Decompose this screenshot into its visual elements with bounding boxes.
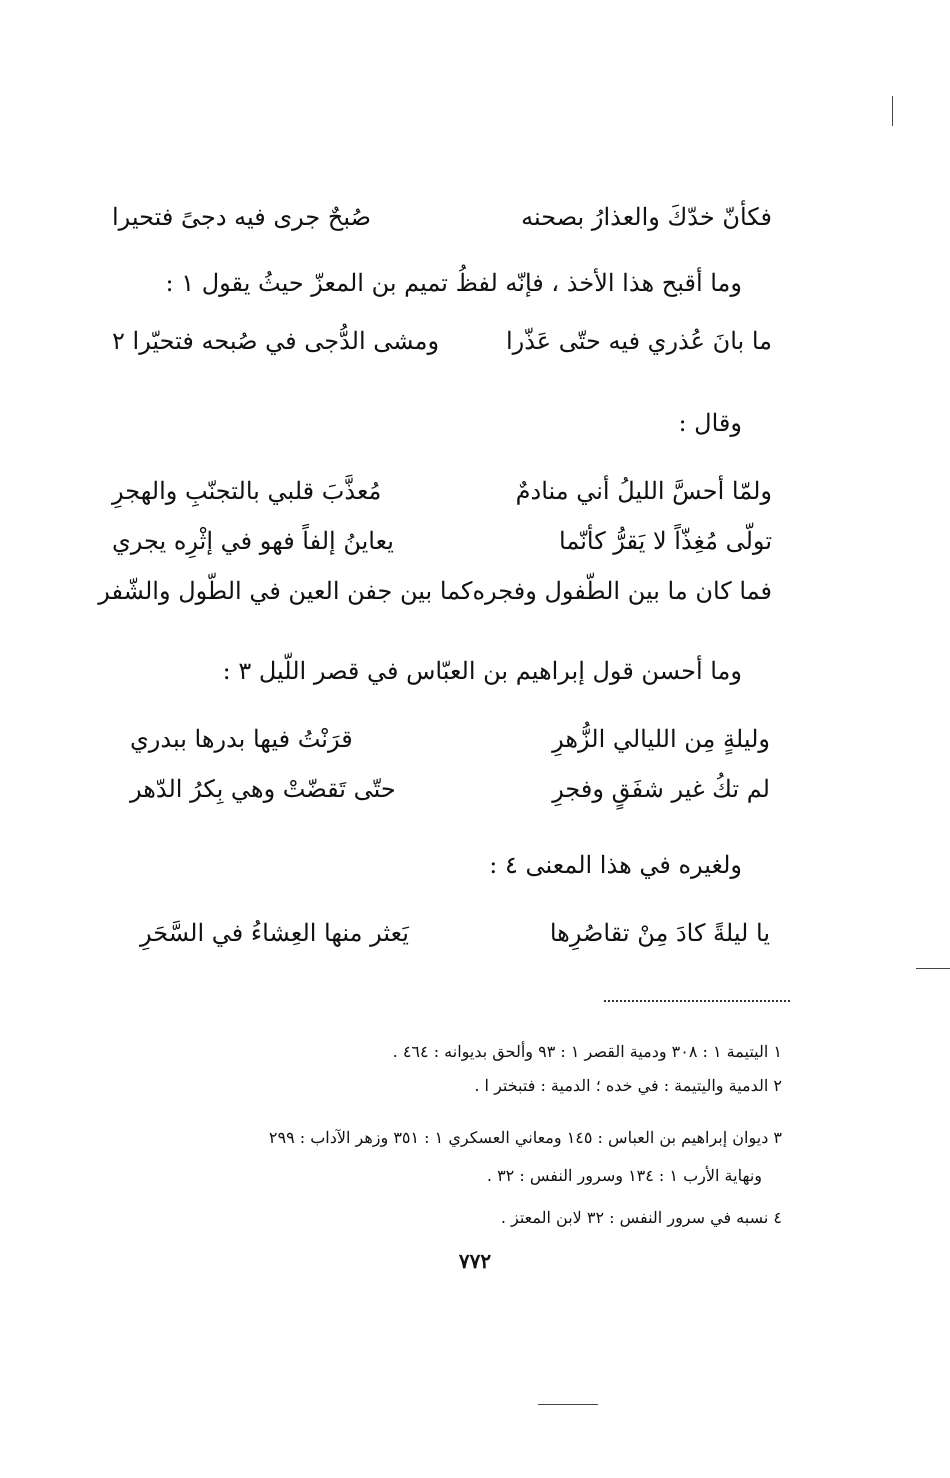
scan-mark [892,96,893,126]
hemistich-first: فكأنّ خدّكَ والعذارُ بصحنه [521,203,772,231]
verse-line [112,324,772,358]
hemistich-second: يعاينُ إلفاً فهو في إثْرِه يجري [112,527,394,555]
prose-line: وقال : [678,409,742,437]
verse-line [112,524,772,558]
scan-mark [538,1404,598,1405]
hemistich-second: حتّى تَقضّتْ وهي بِكرُ الدّهر [130,775,396,803]
hemistich-second: يَعثر منها العِشاءُ في السَّحَرِ [140,919,409,947]
verse-line [112,474,772,508]
hemistich-first: وليلةٍ مِن الليالي الزُّهرِ [552,725,770,753]
footnote: ٤ نسبه في سرور النفس : ٣٢ لابن المعتز . [500,1208,782,1227]
verse-line [140,916,770,950]
page-number: ٧٧٢ [458,1249,492,1273]
hemistich-second: قرَنْتُ فيها بدرها ببدري [130,725,353,753]
hemistich-first: يا ليلةً كادَ مِنْ تقاصُرِها [549,919,770,947]
footnote: ١ اليتيمة ١ : ٣٠٨ ودمية القصر ١ : ٩٣ وألحق بديوانه : ٤٦٤ . [392,1042,782,1061]
hemistich-first: تولّى مُغِذّاً لا يَقرُّ كأنّما [559,527,772,555]
hemistich-second: كما بين جفن العين في الطّول والشّفر [98,577,473,605]
hemistich-first: لم تكُ غير شفَقٍ وفجرِ [552,775,770,803]
footnote: ٣ ديوان إبراهيم بن العباس : ١٤٥ ومعاني العسكري ١ : ٣٥١ وزهر الآداب : ٢٩٩ [268,1128,782,1147]
verse-line [98,574,772,608]
verse-line [130,772,770,806]
hemistich-first: ولمّا أحسَّ الليلُ أني منادمٌ [515,477,772,505]
hemistich-second: ومشى الدُّجى في صُبحه فتحيّرا ٢ [112,327,440,355]
footnote: ٢ الدمية واليتيمة : في خده ؛ الدمية : فتبختر ا . [474,1076,782,1095]
verse-line [112,200,772,234]
prose-line: ولغيره في هذا المعنى ٤ : [489,851,742,879]
hemistich-first: ما بانَ عُذري فيه حتّى عَذّرا [505,327,772,355]
prose-line: وما أحسن قول إبراهيم بن العبّاس في قصر اللّيل ٣ : [222,657,742,685]
scan-mark [916,968,950,969]
hemistich-second: صُبحٌ جرى فيه دجىً فتحيرا [112,203,371,231]
hemistich-first: فما كان ما بين الطّفول وفجره [472,577,772,605]
footnote: ونهاية الأرب ١ : ١٣٤ وسرور النفس : ٣٢ . [486,1166,762,1185]
prose-line: وما أقبح هذا الأخذ ، فإنّه لفظُ تميم بن المعزّ حيثُ يقول ١ : [165,269,742,297]
hemistich-second: مُعذَّبَ قلبي بالتجنّبِ والهجرِ [112,477,382,505]
footnote-separator [604,1000,790,1002]
verse-line [130,722,770,756]
